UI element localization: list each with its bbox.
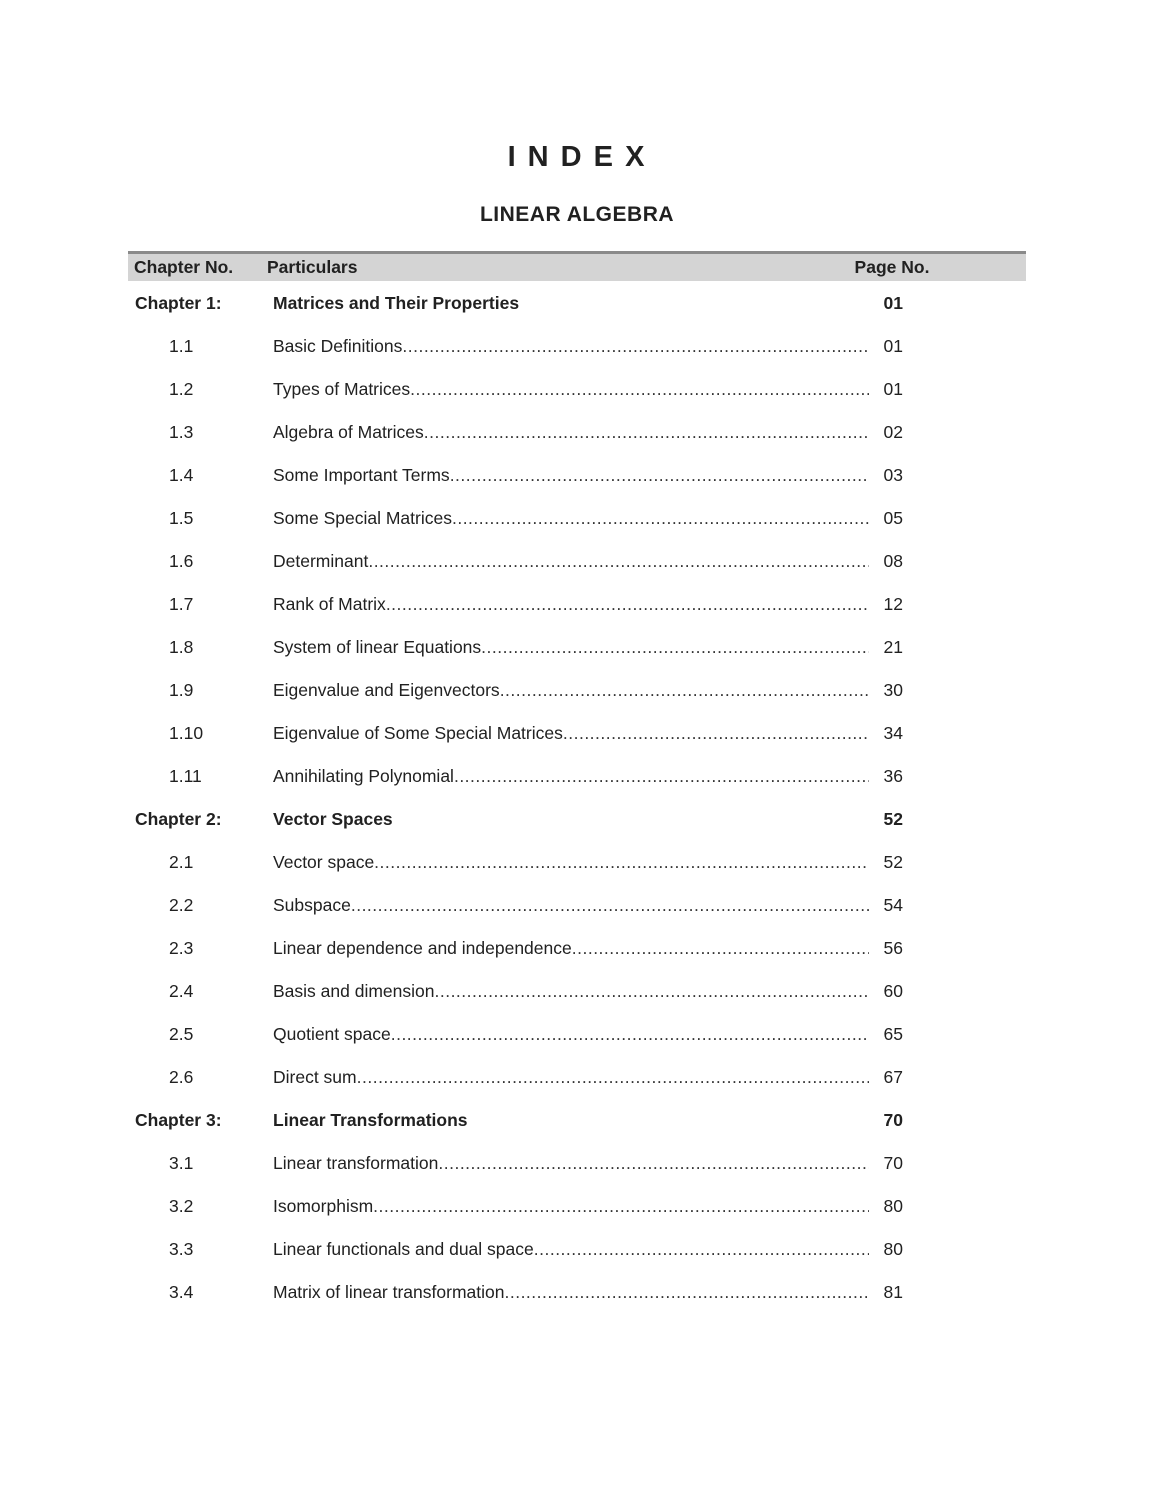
toc-row-page: 36	[883, 766, 903, 786]
toc-row	[128, 325, 1026, 368]
toc-row-title-wrap	[273, 723, 903, 744]
toc-row-title-wrap	[273, 465, 903, 486]
toc-row-title-wrap	[273, 766, 903, 787]
toc-row-title: Annihilating Polynomial	[273, 766, 454, 786]
toc-row-title-wrap	[273, 336, 903, 357]
toc-row	[128, 1142, 1026, 1185]
toc-row-number: Chapter 2:	[135, 809, 222, 829]
toc-row	[128, 841, 1026, 884]
toc-row-title: Some Important Terms	[273, 465, 450, 485]
toc-row	[128, 970, 1026, 1013]
toc-row-page: 65	[883, 1024, 903, 1044]
toc-row-title: Subspace	[273, 895, 351, 915]
toc-row-title-wrap	[273, 508, 903, 529]
toc-row-page: 67	[883, 1067, 903, 1087]
toc-row-page: 54	[883, 895, 903, 915]
toc-row-title-wrap	[273, 1067, 903, 1088]
dot-leader	[500, 680, 869, 701]
toc-row-number: 3.4	[169, 1282, 194, 1302]
dot-leader	[386, 594, 869, 615]
toc-rows	[128, 282, 1026, 1314]
toc-row-number: 2.4	[169, 981, 194, 1001]
toc-row-number: 2.5	[169, 1024, 194, 1044]
toc-header-particulars: Particulars	[267, 257, 358, 277]
toc-row	[128, 1185, 1026, 1228]
toc-row	[128, 1228, 1026, 1271]
toc-row-title-wrap	[273, 1196, 903, 1217]
dot-leader	[357, 1067, 869, 1088]
toc-row-page: 34	[883, 723, 903, 743]
toc-row-title: Vector space	[273, 852, 375, 872]
toc-row-number: 3.3	[169, 1239, 194, 1259]
toc-row-title-wrap	[273, 895, 903, 916]
toc-row-number: 1.8	[169, 637, 194, 657]
dot-leader	[424, 422, 869, 443]
toc-row	[128, 927, 1026, 970]
toc-row	[128, 1271, 1026, 1314]
toc-row-title: Eigenvalue and Eigenvectors	[273, 680, 500, 700]
toc-row-page: 52	[883, 809, 903, 829]
toc-header-page-no: Page No.	[854, 257, 930, 277]
toc-row-page: 05	[883, 508, 903, 528]
toc-row-title: Rank of Matrix	[273, 594, 386, 614]
toc-row-number: 1.2	[169, 379, 194, 399]
toc-row	[128, 1056, 1026, 1099]
toc-row-title-wrap	[273, 1282, 903, 1303]
toc-row-title: System of linear Equations	[273, 637, 482, 657]
toc-row-page: 08	[883, 551, 903, 571]
toc-row-page: 81	[883, 1282, 903, 1302]
toc-row-page: 30	[883, 680, 903, 700]
toc-row-title: Determinant	[273, 551, 369, 571]
toc-row-page: 56	[883, 938, 903, 958]
toc-row-title-wrap	[273, 1110, 903, 1131]
toc-row-title: Linear Transformations	[273, 1110, 468, 1130]
toc-row-page: 03	[883, 465, 903, 485]
toc-row-number: 1.9	[169, 680, 194, 700]
toc-row	[128, 583, 1026, 626]
toc-row-page: 21	[883, 637, 903, 657]
toc-row-number: 2.6	[169, 1067, 194, 1087]
dot-leader	[450, 465, 869, 486]
toc-row-number: 1.5	[169, 508, 194, 528]
toc-row-title: Some Special Matrices	[273, 508, 452, 528]
toc-row-page: 02	[883, 422, 903, 442]
toc-row	[128, 282, 1026, 325]
toc-row-title: Vector Spaces	[273, 809, 393, 829]
toc-row-page: 12	[883, 594, 903, 614]
toc-row-number: 1.4	[169, 465, 194, 485]
dot-leader	[434, 981, 869, 1002]
toc-row-title: Quotient space	[273, 1024, 391, 1044]
toc-row	[128, 1013, 1026, 1056]
page-title: I N D E X	[507, 141, 647, 173]
toc-row-title-wrap	[273, 680, 903, 701]
toc-row-title-wrap	[273, 1239, 903, 1260]
toc-row-title-wrap	[273, 293, 903, 314]
toc-row-title-wrap	[273, 809, 903, 830]
toc-row-title: Linear functionals and dual space	[273, 1239, 534, 1259]
toc-row-title-wrap	[273, 551, 903, 572]
toc-header-row	[128, 251, 1026, 281]
toc-row-number: 3.2	[169, 1196, 194, 1216]
toc-row-title: Linear transformation	[273, 1153, 439, 1173]
toc-row-title: Direct sum	[273, 1067, 357, 1087]
dot-leader	[452, 508, 869, 529]
toc-row	[128, 798, 1026, 841]
toc-row-title-wrap	[273, 637, 903, 658]
dot-leader	[438, 1153, 869, 1174]
page-subtitle: LINEAR ALGEBRA	[479, 203, 675, 226]
toc-header-chapter-no: Chapter No.	[134, 257, 234, 277]
toc-row-title-wrap	[273, 379, 903, 400]
toc-row	[128, 454, 1026, 497]
dot-leader	[351, 895, 869, 916]
dot-leader	[563, 723, 869, 744]
toc-row-number: 1.1	[169, 336, 194, 356]
toc-row-number: 1.6	[169, 551, 194, 571]
toc-row-title: Types of Matrices	[273, 379, 411, 399]
dot-leader	[504, 1282, 869, 1303]
toc-row-title-wrap	[273, 422, 903, 443]
toc-row	[128, 411, 1026, 454]
dot-leader	[391, 1024, 869, 1045]
toc-row-title: Basic Definitions	[273, 336, 403, 356]
toc-row-page: 80	[883, 1196, 903, 1216]
toc-row	[128, 755, 1026, 798]
toc-row-title: Matrix of linear transformation	[273, 1282, 505, 1302]
dot-leader	[402, 336, 869, 357]
dot-leader	[373, 1196, 869, 1217]
toc-row-title-wrap	[273, 938, 903, 959]
toc-row-page: 80	[883, 1239, 903, 1259]
toc-row-number: 2.1	[169, 852, 194, 872]
toc-row-number: 1.7	[169, 594, 194, 614]
dot-leader	[534, 1239, 869, 1260]
toc-row-page: 60	[883, 981, 903, 1001]
toc-row-title: Matrices and Their Properties	[273, 293, 520, 313]
toc-row-number: 3.1	[169, 1153, 194, 1173]
toc-row-page: 01	[883, 336, 903, 356]
page-content	[128, 0, 1026, 1314]
toc-row-title-wrap	[273, 852, 903, 873]
toc-row-number: 1.10	[169, 723, 204, 743]
dot-leader	[374, 852, 869, 873]
dot-leader	[368, 551, 869, 572]
toc-row-title-wrap	[273, 1153, 903, 1174]
toc-row	[128, 626, 1026, 669]
toc-row-page: 70	[883, 1110, 903, 1130]
toc-row-title: Basis and dimension	[273, 981, 435, 1001]
toc-row	[128, 884, 1026, 927]
toc-row-number: Chapter 1:	[135, 293, 222, 313]
dot-leader	[481, 637, 869, 658]
toc-row	[128, 1099, 1026, 1142]
toc-row-title: Algebra of Matrices	[273, 422, 424, 442]
toc-row	[128, 540, 1026, 583]
toc-row-title: Linear dependence and independence	[273, 938, 572, 958]
toc-row-title-wrap	[273, 1024, 903, 1045]
toc-row-number: 1.3	[169, 422, 194, 442]
toc-row	[128, 497, 1026, 540]
toc-row	[128, 368, 1026, 411]
toc-row-title: Isomorphism	[273, 1196, 374, 1216]
toc-row-number: 2.3	[169, 938, 194, 958]
toc-row	[128, 669, 1026, 712]
dot-leader	[572, 938, 869, 959]
toc-row-page: 01	[883, 293, 903, 313]
toc-row-number: Chapter 3:	[135, 1110, 222, 1130]
toc-row	[128, 712, 1026, 755]
toc-row-title-wrap	[273, 981, 903, 1002]
toc-row-number: 1.11	[169, 766, 202, 786]
dot-leader	[454, 766, 869, 787]
toc-row-page: 52	[883, 852, 903, 872]
toc-row-number: 2.2	[169, 895, 194, 915]
toc-row-page: 70	[883, 1153, 903, 1173]
toc-row-page: 01	[883, 379, 903, 399]
toc-row-title: Eigenvalue of Some Special Matrices	[273, 723, 563, 743]
dot-leader	[410, 379, 869, 400]
toc-row-title-wrap	[273, 594, 903, 615]
